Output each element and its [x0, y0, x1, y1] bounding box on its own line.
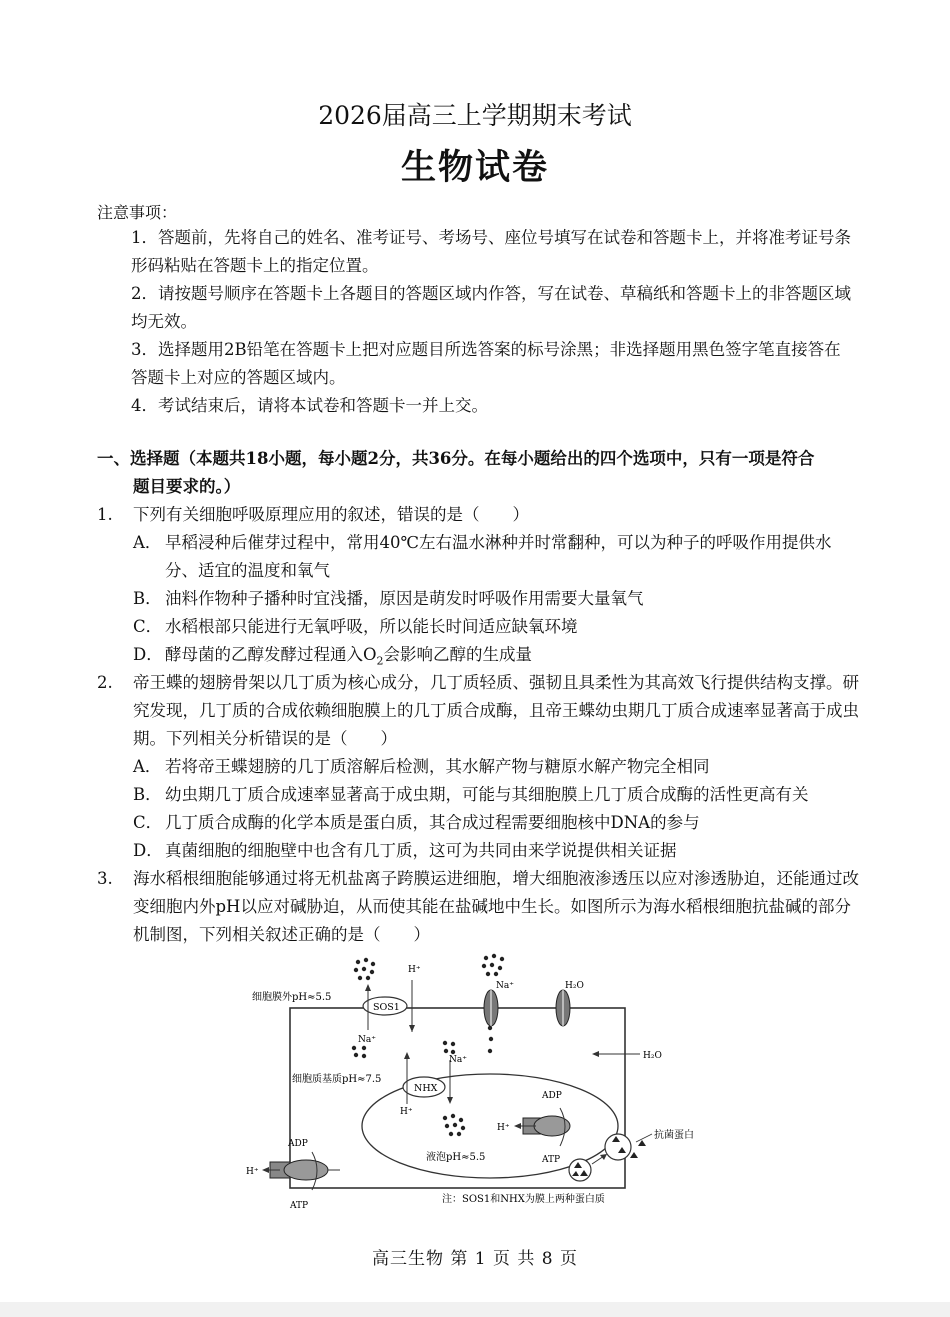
atp-label: ATP: [542, 1155, 561, 1165]
outside-ph-label: 细胞膜外pH≈5.5: [252, 992, 332, 1003]
question-stem: 海水稻根细胞能够通过将无机盐离子跨膜运进细胞，增大细胞液渗透压以应对渗透胁迫，还能通过改变细胞内外pH以应对碱胁迫，从而使其能在盐碱地中生长。如图所示为海水稻根细胞抗盐碱的部分机制图，下列相关叙述正确的是（ ）: [133, 869, 859, 944]
svg-text:Na⁺: Na⁺: [496, 981, 514, 991]
svg-text:H₂O: H₂O: [643, 1051, 662, 1061]
h-plus-label: H⁺: [408, 965, 421, 975]
sos1-label: SOS1: [373, 1002, 400, 1013]
notice-item-4: 4．考试结束后，请将本试卷和答题卡一并上交。: [131, 396, 488, 415]
q1-option-b: B． 油料作物种子播种时宜浅播，原因是萌发时呼吸作用需要大量氧气: [133, 589, 644, 608]
root-cell-diagram: [240, 950, 710, 1215]
subject-title: 生物试卷: [400, 147, 549, 188]
bottom-bar: [0, 1302, 950, 1317]
notice-heading: 注意事项：: [97, 203, 178, 222]
question-2: [97, 669, 862, 753]
question-number: 2.: [97, 673, 113, 692]
question-stem: 帝王蝶的翅膀骨架以几丁质为核心成分，几丁质轻质、强韧且具柔性为其高效飞行提供结构支撑。研究发现，几丁质的合成依赖细胞膜上的几丁质合成酶，且帝王蝶幼虫期几丁质合成速率显著高于成虫期。下列相关分析错误的是（ ）: [133, 673, 859, 748]
question-number: 3.: [97, 869, 113, 888]
q1-option-c: C． 水稻根部只能进行无氧呼吸，所以能长时间适应缺氧环境: [133, 617, 578, 636]
na-plus-label: Na⁺: [358, 1035, 376, 1045]
question-stem: 下列有关细胞呼吸原理应用的叙述，错误的是（ ）: [133, 505, 529, 524]
adp-label: ADP: [542, 1091, 562, 1101]
q2-option-b: B． 幼虫期几丁质合成速率显著高于成虫期，可能与其细胞膜上几丁质合成酶的活性更高有关: [133, 785, 809, 804]
q2-option-d: D． 真菌细胞的细胞壁中也含有几丁质，这可为共同由来学说提供相关证据: [133, 841, 677, 860]
q1-option-d: D． 酵母菌的乙醇发酵过程通入$O_2$会影响乙醇的生成量: [133, 645, 533, 668]
svg-text:ADP: ADP: [288, 1139, 308, 1149]
svg-text:H⁺: H⁺: [497, 1123, 510, 1133]
nhx-label: NHX: [414, 1083, 438, 1094]
q1-option-a: A． 早稻浸种后催芽过程中，常用40℃左右温水淋种并时常翻种，可以为种子的呼吸作用提供水分、适宜的温度和氧气: [133, 533, 832, 580]
question-3: [97, 865, 862, 949]
exam-title: 2026届高三上学期期末考试: [318, 101, 632, 130]
section-heading: 一、选择题（本题共18小题，每小题2分，共36分。在每小题给出的四个选项中，只有一项是符合 题目要求的。）: [97, 449, 815, 496]
h2o-label: H₂O: [565, 981, 584, 991]
figure-note: 注：SOS1和NHX为膜上两种蛋白质: [442, 1194, 605, 1205]
notice-item-3: 3．选择题用2B铅笔在答题卡上把对应题目所选答案的标号涂黑；非选择题用黑色签字笔直接答在答题卡上对应的答题区域内。: [131, 340, 841, 387]
page-footer: 高三生物 第 1 页 共 8 页: [371, 1249, 579, 1269]
q2-option-c: C． 几丁质合成酶的化学本质是蛋白质，其合成过程需要细胞核中DNA的参与: [133, 813, 700, 832]
antibacterial-protein-label: 抗菌蛋白: [654, 1130, 694, 1141]
notice-item-2: 2．请按题号顺序在答题卡上各题目的答题区域内作答，写在试卷、草稿纸和答题卡上的非答题区域均无效。: [131, 284, 851, 331]
cytoplasm-ph-label: 细胞质基质pH≈7.5: [292, 1074, 382, 1085]
q2-option-a: A． 若将帝王蝶翅膀的几丁质溶解后检测，其水解产物与糖原水解产物完全相同: [133, 757, 710, 776]
vacuole-ph-label: 液泡pH≈5.5: [426, 1152, 486, 1163]
svg-text:H⁺: H⁺: [246, 1167, 259, 1177]
question-1: [97, 501, 862, 529]
notice-item-1: 1．答题前，先将自己的姓名、准考证号、考场号、座位号填写在试卷和答题卡上，并将准考证号条形码粘贴在答题卡上的指定位置。: [131, 228, 851, 275]
svg-text:Na⁺: Na⁺: [449, 1055, 467, 1065]
question-number: 1.: [97, 505, 113, 524]
svg-text:H⁺: H⁺: [400, 1107, 413, 1117]
svg-text:ATP: ATP: [290, 1201, 309, 1211]
